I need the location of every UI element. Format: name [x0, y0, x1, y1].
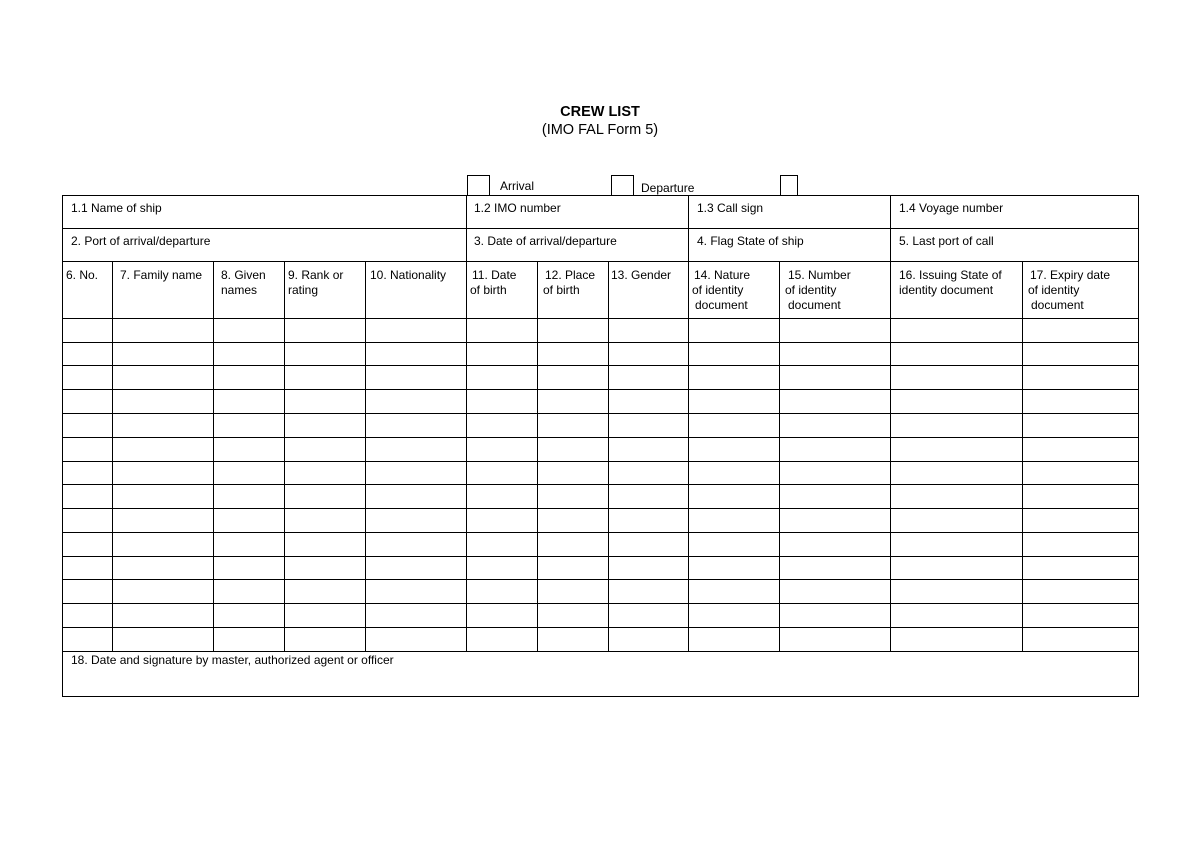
voyage-number-label: 1.4 Voyage number	[899, 201, 1004, 215]
signature-label: 18. Date and signature by master, authorized agent or officer	[71, 653, 394, 667]
col-header-nationality: 10. Nationality	[370, 268, 447, 282]
flag-state-label: 4. Flag State of ship	[697, 234, 804, 248]
col-header-rank: 9. Rank or rating	[288, 268, 344, 297]
col-header-date-of-birth: 11. Date of birth	[470, 268, 517, 297]
arrival-checkbox[interactable]	[467, 175, 490, 196]
col-header-expiry-date: 17. Expiry date of identity document	[1028, 268, 1111, 312]
imo-number-label: 1.2 IMO number	[474, 201, 561, 215]
col-header-issuing-state: 16. Issuing State of identity document	[899, 268, 1002, 297]
form-title: CREW LIST	[560, 104, 640, 120]
arrival-label: Arrival	[500, 179, 535, 193]
call-sign-label: 1.3 Call sign	[697, 201, 764, 215]
name-of-ship-label: 1.1 Name of ship	[71, 201, 162, 215]
col-header-nature-of-id: 14. Nature of identity document	[692, 268, 751, 312]
form-subtitle: (IMO FAL Form 5)	[541, 122, 659, 138]
third-checkbox[interactable]	[780, 175, 798, 196]
col-header-family-name: 7. Family name	[120, 268, 203, 282]
last-port-label: 5. Last port of call	[899, 234, 994, 248]
col-header-given-names: 8. Given names	[221, 268, 266, 297]
departure-label: Departure	[641, 181, 695, 195]
col-header-number-of-id: 15. Number of identity document	[785, 268, 851, 312]
col-header-no: 6. No.	[66, 268, 99, 282]
departure-checkbox[interactable]	[611, 175, 634, 196]
col-header-gender: 13. Gender	[611, 268, 672, 282]
port-label: 2. Port of arrival/departure	[71, 234, 211, 248]
date-label: 3. Date of arrival/departure	[474, 234, 617, 248]
crew-list-form	[62, 195, 1139, 697]
col-header-place-of-birth: 12. Place of birth	[543, 268, 596, 297]
